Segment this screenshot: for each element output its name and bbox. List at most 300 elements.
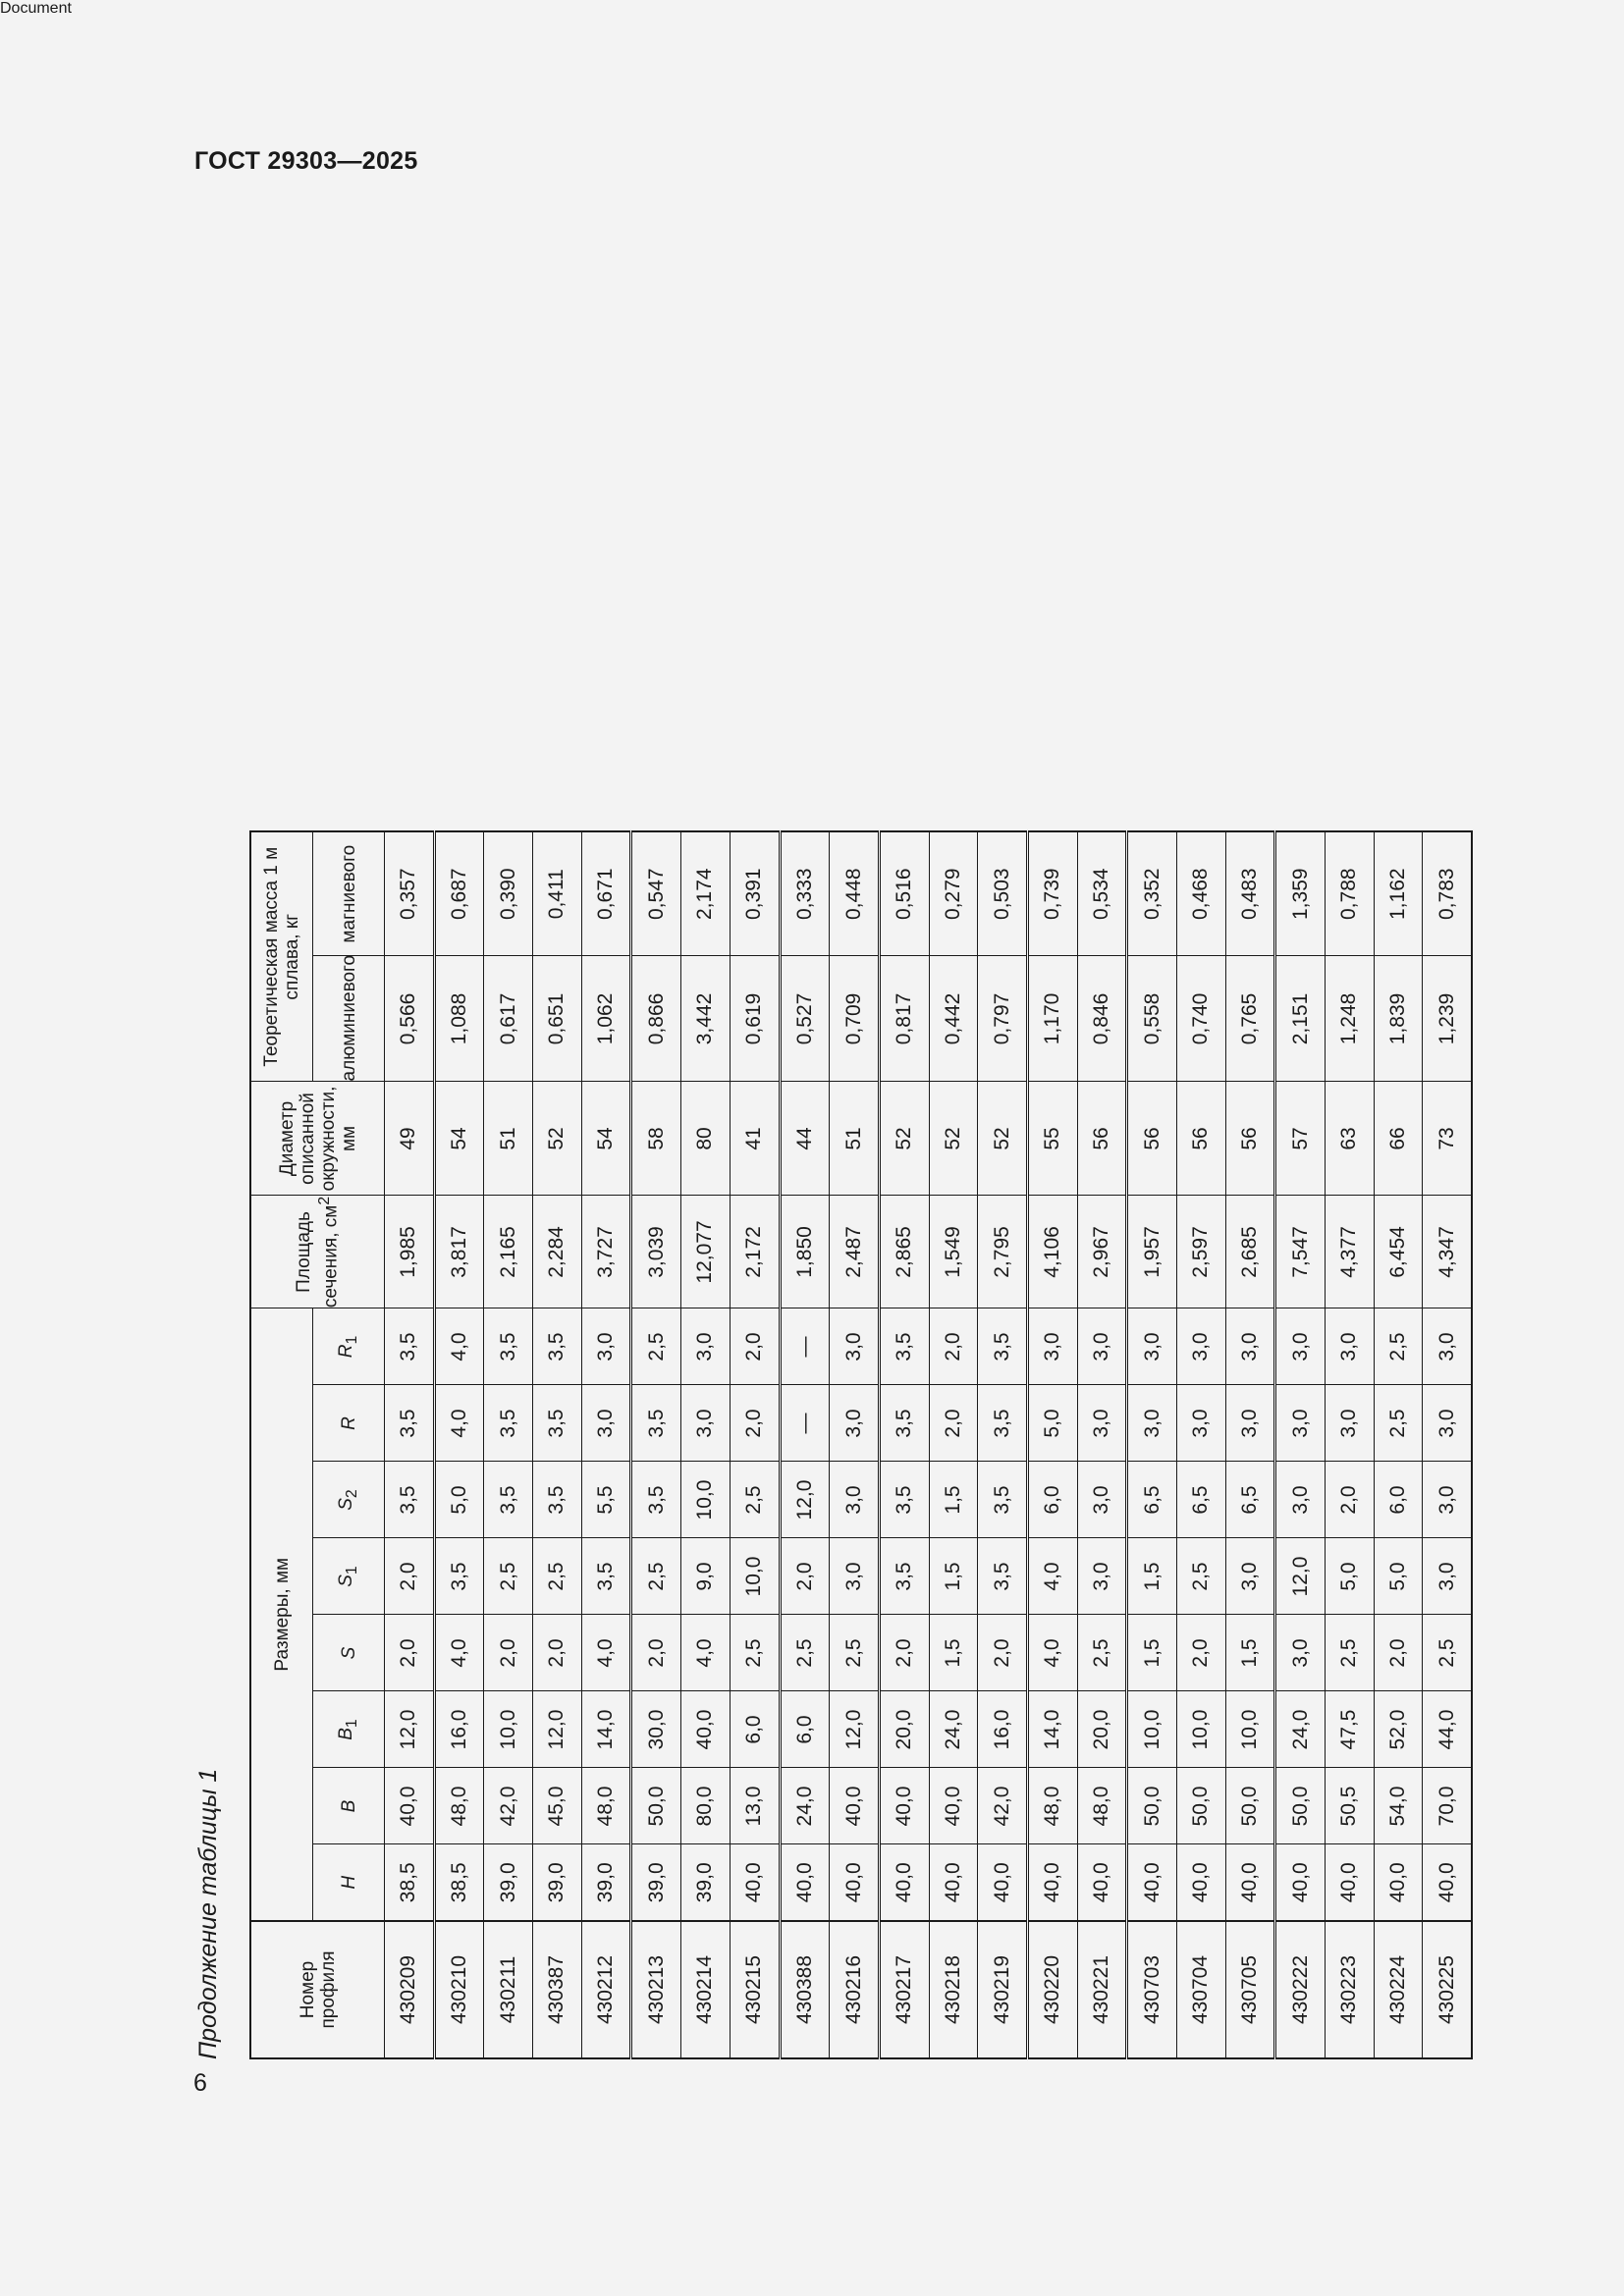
cell-aluminum-mass: 0,846 [1077,956,1127,1082]
cell-S2: 1,5 [929,1462,978,1538]
cell-H: 40,0 [1127,1844,1177,1921]
cell-R1: 2,5 [1374,1308,1423,1385]
cell-diameter: 51 [830,1082,880,1196]
cell-profile-number: 430387 [533,1921,582,2058]
cell-diameter: 58 [631,1082,681,1196]
cell-S2: 5,0 [434,1462,484,1538]
cell-S2: 3,5 [484,1462,533,1538]
cell-B1: 12,0 [533,1691,582,1768]
cell-aluminum-mass: 1,239 [1423,956,1472,1082]
cell-R: 3,0 [1275,1385,1326,1462]
cell-R: 3,0 [681,1385,731,1462]
cell-aluminum-mass: 2,151 [1275,956,1326,1082]
cell-R: 3,0 [1127,1385,1177,1462]
cell-profile-number: 430221 [1077,1921,1127,2058]
cell-section-area: 1,957 [1127,1196,1177,1308]
cell-H: 39,0 [533,1844,582,1921]
cell-magnesium-mass: 0,483 [1225,831,1275,956]
cell-S1: 2,5 [484,1538,533,1615]
cell-S2: 2,5 [730,1462,780,1538]
cell-S: 2,0 [879,1615,929,1691]
cell-section-area: 3,039 [631,1196,681,1308]
header-R1-sub: 1 [343,1335,360,1345]
cell-S2: 3,0 [1423,1462,1472,1538]
header-magnesium: магниевого [313,831,385,956]
cell-H: 39,0 [581,1844,631,1921]
table-row [533,831,582,2058]
cell-S1: 4,0 [1027,1538,1077,1615]
cell-S1: 1,5 [929,1538,978,1615]
cell-section-area: 2,795 [978,1196,1028,1308]
cell-H: 40,0 [1326,1844,1375,1921]
cell-profile-number: 430220 [1027,1921,1077,2058]
table-row [978,831,1028,2058]
cell-R: 5,0 [1027,1385,1077,1462]
cell-section-area: 2,284 [533,1196,582,1308]
cell-S: 4,0 [434,1615,484,1691]
header-circumscribed-diameter: Диаметр описанной окружности, мм [250,1082,385,1196]
cell-diameter: 56 [1077,1082,1127,1196]
table-row [385,831,435,2058]
cell-B1: 10,0 [484,1691,533,1768]
cell-S1: 3,0 [1077,1538,1127,1615]
cell-magnesium-mass: 0,279 [929,831,978,956]
cell-aluminum-mass: 0,866 [631,956,681,1082]
cell-B1: 10,0 [1177,1691,1226,1768]
cell-B: 80,0 [681,1768,731,1844]
cell-S: 4,0 [681,1615,731,1691]
cell-aluminum-mass: 0,740 [1177,956,1226,1082]
cell-section-area: 2,165 [484,1196,533,1308]
cell-B: 48,0 [581,1768,631,1844]
cell-R1: 3,5 [484,1308,533,1385]
table-row [1374,831,1423,2058]
cell-B1: 16,0 [434,1691,484,1768]
cell-S1: 3,0 [1225,1538,1275,1615]
cell-diameter: 56 [1127,1082,1177,1196]
cell-R1: 3,0 [581,1308,631,1385]
cell-aluminum-mass: 0,566 [385,956,435,1082]
cell-H: 40,0 [929,1844,978,1921]
cell-H: 40,0 [1177,1844,1226,1921]
header-area-sup: 2 [316,1196,334,1205]
cell-magnesium-mass: 0,547 [631,831,681,956]
cell-B1: 12,0 [385,1691,435,1768]
cell-magnesium-mass: 1,162 [1374,831,1423,956]
header-section-area [250,1196,385,1308]
cell-section-area: 3,817 [434,1196,484,1308]
document-header: ГОСТ 29303—2025 [194,147,418,175]
cell-section-area: 1,985 [385,1196,435,1308]
cell-section-area: 2,685 [1225,1196,1275,1308]
cell-S1: 3,5 [581,1538,631,1615]
cell-S1: 2,5 [533,1538,582,1615]
cell-S1: 3,0 [830,1538,880,1615]
cell-H: 39,0 [681,1844,731,1921]
cell-R1: 3,0 [1127,1308,1177,1385]
cell-aluminum-mass: 1,839 [1374,956,1423,1082]
cell-S: 4,0 [581,1615,631,1691]
cell-S2: 6,0 [1027,1462,1077,1538]
table-row [1127,831,1177,2058]
cell-section-area: 12,077 [681,1196,731,1308]
header-B1-text: B [335,1728,356,1740]
cell-R1: 3,5 [879,1308,929,1385]
cell-B1: 20,0 [879,1691,929,1768]
cell-S2: 5,5 [581,1462,631,1538]
cell-section-area: 2,865 [879,1196,929,1308]
cell-H: 40,0 [879,1844,929,1921]
table-row [681,831,731,2058]
header-aluminum: алюминиевого [313,956,385,1082]
cell-profile-number: 430219 [978,1921,1028,2058]
cell-B: 40,0 [879,1768,929,1844]
cell-S2: 6,5 [1127,1462,1177,1538]
header-S1 [313,1538,385,1615]
cell-S2: 3,5 [978,1462,1028,1538]
cell-section-area: 2,967 [1077,1196,1127,1308]
cell-section-area: 4,377 [1326,1196,1375,1308]
cell-magnesium-mass: 0,391 [730,831,780,956]
cell-S1: 3,5 [879,1538,929,1615]
cell-B1: 16,0 [978,1691,1028,1768]
cell-diameter: 49 [385,1082,435,1196]
cell-S2: 6,5 [1177,1462,1226,1538]
cell-aluminum-mass: 3,442 [681,956,731,1082]
cell-section-area: 1,549 [929,1196,978,1308]
cell-diameter: 54 [581,1082,631,1196]
cell-profile-number: 430209 [385,1921,435,2058]
cell-section-area: 2,597 [1177,1196,1226,1308]
cell-R: — [780,1385,830,1462]
cell-S: 2,0 [484,1615,533,1691]
cell-R: 3,5 [484,1385,533,1462]
cell-S: 4,0 [1027,1615,1077,1691]
cell-S1: 2,5 [1177,1538,1226,1615]
cell-diameter: 52 [978,1082,1028,1196]
cell-B: 40,0 [830,1768,880,1844]
cell-aluminum-mass: 0,765 [1225,956,1275,1082]
cell-B1: 14,0 [1027,1691,1077,1768]
table-row [581,831,631,2058]
cell-R1: 3,5 [385,1308,435,1385]
cell-profile-number: 430705 [1225,1921,1275,2058]
cell-S: 2,5 [830,1615,880,1691]
table-row [1077,831,1127,2058]
cell-magnesium-mass: 0,468 [1177,831,1226,956]
cell-aluminum-mass: 1,248 [1326,956,1375,1082]
cell-S: 2,0 [533,1615,582,1691]
cell-H: 40,0 [978,1844,1028,1921]
cell-H: 40,0 [1275,1844,1326,1921]
header-S1-sub: 1 [343,1566,360,1575]
table-row [484,831,533,2058]
cell-B1: 20,0 [1077,1691,1127,1768]
cell-magnesium-mass: 0,516 [879,831,929,956]
cell-H: 39,0 [484,1844,533,1921]
header-B: B [313,1768,385,1844]
cell-H: 40,0 [1077,1844,1127,1921]
cell-magnesium-mass: 0,788 [1326,831,1375,956]
cell-aluminum-mass: 0,558 [1127,956,1177,1082]
cell-section-area: 7,547 [1275,1196,1326,1308]
cell-B: 40,0 [929,1768,978,1844]
cell-S: 2,5 [730,1615,780,1691]
cell-profile-number: 430213 [631,1921,681,2058]
cell-diameter: 41 [730,1082,780,1196]
cell-S: 2,0 [631,1615,681,1691]
cell-B1: 40,0 [681,1691,731,1768]
cell-B: 24,0 [780,1768,830,1844]
cell-S2: 3,0 [1077,1462,1127,1538]
cell-R: 2,0 [929,1385,978,1462]
cell-R: 2,0 [730,1385,780,1462]
header-B1 [313,1691,385,1768]
header-S2-text: S [335,1498,356,1511]
cell-section-area: 4,347 [1423,1196,1472,1308]
table-row [1177,831,1226,2058]
table-row [1275,831,1326,2058]
cell-diameter: 63 [1326,1082,1375,1196]
cell-profile-number: 430210 [434,1921,484,2058]
cell-magnesium-mass: 0,390 [484,831,533,956]
cell-aluminum-mass: 0,817 [879,956,929,1082]
cell-B: 50,0 [1225,1768,1275,1844]
header-profile-number: Номер профиля [250,1921,385,2058]
cell-S: 2,0 [1177,1615,1226,1691]
header-S1-text: S [335,1575,356,1587]
cell-S: 2,5 [1077,1615,1127,1691]
cell-S1: 5,0 [1374,1538,1423,1615]
cell-S2: 6,0 [1374,1462,1423,1538]
cell-S: 2,0 [1374,1615,1423,1691]
cell-aluminum-mass: 0,797 [978,956,1028,1082]
cell-diameter: 52 [929,1082,978,1196]
cell-B: 45,0 [533,1768,582,1844]
cell-R1: 3,0 [1275,1308,1326,1385]
cell-S: 2,0 [978,1615,1028,1691]
cell-H: 40,0 [1423,1844,1472,1921]
cell-diameter: 44 [780,1082,830,1196]
cell-S2: 3,5 [533,1462,582,1538]
cell-B: 70,0 [1423,1768,1472,1844]
cell-aluminum-mass: 0,619 [730,956,780,1082]
cell-diameter: 55 [1027,1082,1077,1196]
cell-S: 2,5 [1423,1615,1472,1691]
cell-R: 3,5 [879,1385,929,1462]
cell-R1: 2,0 [730,1308,780,1385]
cell-B: 50,0 [631,1768,681,1844]
cell-B: 50,0 [1177,1768,1226,1844]
cell-S1: 1,5 [1127,1538,1177,1615]
cell-section-area: 2,487 [830,1196,880,1308]
cell-H: 40,0 [1225,1844,1275,1921]
cell-diameter: 56 [1177,1082,1226,1196]
header-S2 [313,1462,385,1538]
cell-B: 42,0 [978,1768,1028,1844]
cell-R1: 3,0 [1177,1308,1226,1385]
cell-B: 13,0 [730,1768,780,1844]
cell-S2: 3,5 [879,1462,929,1538]
cell-R: 3,0 [830,1385,880,1462]
cell-aluminum-mass: 0,527 [780,956,830,1082]
cell-B1: 10,0 [1225,1691,1275,1768]
table-row [434,831,484,2058]
cell-magnesium-mass: 0,739 [1027,831,1077,956]
cell-S1: 3,0 [1423,1538,1472,1615]
cell-magnesium-mass: 0,503 [978,831,1028,956]
table-row [830,831,880,2058]
cell-S1: 12,0 [1275,1538,1326,1615]
cell-aluminum-mass: 0,442 [929,956,978,1082]
cell-R1: 3,0 [830,1308,880,1385]
cell-R1: 3,0 [1423,1308,1472,1385]
cell-S: 2,5 [780,1615,830,1691]
cell-S1: 2,0 [385,1538,435,1615]
cell-diameter: 52 [533,1082,582,1196]
cell-profile-number: 430222 [1275,1921,1326,2058]
cell-magnesium-mass: 0,448 [830,831,880,956]
header-S2-sub: 2 [343,1489,360,1499]
cell-B: 54,0 [1374,1768,1423,1844]
cell-B1: 14,0 [581,1691,631,1768]
cell-R1: 3,5 [978,1308,1028,1385]
cell-R: 3,0 [1326,1385,1375,1462]
cell-magnesium-mass: 0,333 [780,831,830,956]
table-row [929,831,978,2058]
cell-profile-number: 430216 [830,1921,880,2058]
cell-section-area: 6,454 [1374,1196,1423,1308]
table-row [1423,831,1472,2058]
table-body [385,831,1473,2058]
header-B1-sub: 1 [343,1719,360,1729]
cell-magnesium-mass: 0,687 [434,831,484,956]
cell-S: 2,5 [1326,1615,1375,1691]
table-row [780,831,830,2058]
header-S: S [313,1615,385,1691]
cell-diameter: 80 [681,1082,731,1196]
cell-aluminum-mass: 0,617 [484,956,533,1082]
cell-H: 40,0 [730,1844,780,1921]
cell-S: 1,5 [1225,1615,1275,1691]
cell-R: 2,5 [1374,1385,1423,1462]
cell-S2: 3,0 [830,1462,880,1538]
page-number: 6 [193,2069,207,2097]
cell-B: 50,0 [1275,1768,1326,1844]
cell-R1: 3,0 [681,1308,731,1385]
cell-B1: 24,0 [929,1691,978,1768]
header-H: H [313,1844,385,1921]
cell-H: 40,0 [1027,1844,1077,1921]
cell-B1: 24,0 [1275,1691,1326,1768]
cell-B1: 30,0 [631,1691,681,1768]
table-row [1027,831,1077,2058]
cell-section-area: 3,727 [581,1196,631,1308]
cell-profile-number: 430703 [1127,1921,1177,2058]
cell-profile-number: 430218 [929,1921,978,2058]
cell-S1: 3,5 [978,1538,1028,1615]
cell-B: 42,0 [484,1768,533,1844]
cell-B: 48,0 [1027,1768,1077,1844]
cell-magnesium-mass: 0,671 [581,831,631,956]
header-dimensions-group: Размеры, мм [250,1308,313,1921]
cell-aluminum-mass: 0,651 [533,956,582,1082]
cell-H: 38,5 [385,1844,435,1921]
cell-S1: 3,5 [434,1538,484,1615]
cell-profile-number: 430704 [1177,1921,1226,2058]
table-caption: Продолжение таблицы 1 [194,1768,222,2059]
cell-aluminum-mass: 0,709 [830,956,880,1082]
cell-H: 39,0 [631,1844,681,1921]
cell-H: 38,5 [434,1844,484,1921]
cell-S: 1,5 [929,1615,978,1691]
cell-diameter: 56 [1225,1082,1275,1196]
cell-diameter: 66 [1374,1082,1423,1196]
cell-diameter: 57 [1275,1082,1326,1196]
cell-R: 3,0 [1177,1385,1226,1462]
cell-B: 40,0 [385,1768,435,1844]
cell-S2: 3,0 [1275,1462,1326,1538]
cell-profile-number: 430225 [1423,1921,1472,2058]
header-mass-group: Теоретическая масса 1 м сплава, кг [250,831,313,1082]
cell-R1: 3,0 [1077,1308,1127,1385]
table-row [1225,831,1275,2058]
cell-profile-number: 430224 [1374,1921,1423,2058]
cell-section-area: 2,172 [730,1196,780,1308]
cell-R1: 3,0 [1225,1308,1275,1385]
cell-R1: 4,0 [434,1308,484,1385]
cell-B1: 6,0 [780,1691,830,1768]
header-R: R [313,1385,385,1462]
cell-H: 40,0 [830,1844,880,1921]
cell-B: 50,0 [1127,1768,1177,1844]
cell-section-area: 4,106 [1027,1196,1077,1308]
cell-S2: 10,0 [681,1462,731,1538]
cell-S1: 5,0 [1326,1538,1375,1615]
cell-B: 50,5 [1326,1768,1375,1844]
cell-magnesium-mass: 0,352 [1127,831,1177,956]
cell-B1: 47,5 [1326,1691,1375,1768]
cell-R: 3,0 [581,1385,631,1462]
table-row [879,831,929,2058]
cell-R1: — [780,1308,830,1385]
cell-magnesium-mass: 0,783 [1423,831,1472,956]
cell-B: 48,0 [1077,1768,1127,1844]
cell-R1: 3,0 [1326,1308,1375,1385]
cell-R: 3,0 [1225,1385,1275,1462]
cell-H: 40,0 [1374,1844,1423,1921]
header-area-text: Площадь сечения, см [294,1204,342,1308]
cell-R1: 3,0 [1027,1308,1077,1385]
cell-R: 3,5 [631,1385,681,1462]
cell-magnesium-mass: 2,174 [681,831,731,956]
cell-diameter: 73 [1423,1082,1472,1196]
cell-section-area: 1,850 [780,1196,830,1308]
cell-profile-number: 430223 [1326,1921,1375,2058]
cell-profile-number: 430211 [484,1921,533,2058]
cell-B1: 12,0 [830,1691,880,1768]
cell-R1: 2,5 [631,1308,681,1385]
cell-B: 48,0 [434,1768,484,1844]
cell-S1: 2,5 [631,1538,681,1615]
cell-aluminum-mass: 1,062 [581,956,631,1082]
table-row [730,831,780,2058]
cell-H: 40,0 [780,1844,830,1921]
cell-B1: 52,0 [1374,1691,1423,1768]
cell-magnesium-mass: 0,411 [533,831,582,956]
cell-S: 2,0 [385,1615,435,1691]
cell-R: 3,5 [533,1385,582,1462]
